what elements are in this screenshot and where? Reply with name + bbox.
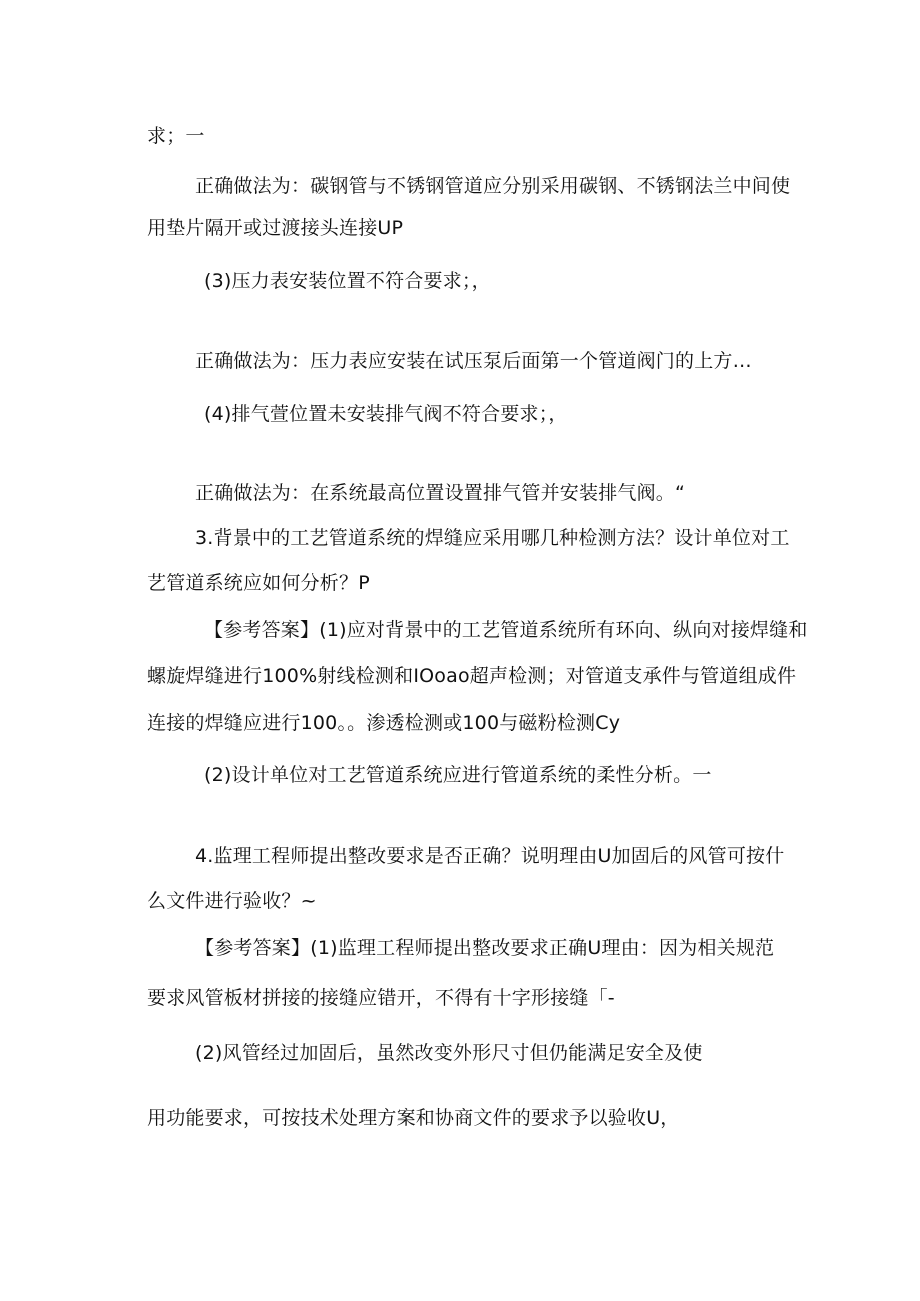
text-line-10: 【参考答案】(1)应对背景中的工艺管道系统所有环向、纵向对接焊缝和 [204,619,808,641]
text-line-17: 要求风管板材拼接的接缝应错开，不得有十字形接缝「- [147,987,615,1009]
text-line-3: 用垫片隔开或过渡接头连接UP [147,217,404,239]
text-line-8: 3.背景中的工艺管道系统的焊缝应采用哪几种检测方法？设计单位对工 [195,527,790,549]
text-line-16: 【参考答案】(1)监理工程师提出整改要求正确U理由：因为相关规范 [195,937,775,959]
text-line-18: (2)风管经过加固后，虽然改变外形尺寸但仍能满足安全及使 [195,1042,703,1064]
text-line-15: 么文件进行验收？~ [147,890,317,912]
text-line-19: 用功能要求，可按技术处理方案和协商文件的要求予以验收U， [147,1107,680,1129]
text-line-2: 正确做法为：碳钢管与不锈钢管道应分别采用碳钢、不锈钢法兰中间使 [195,175,791,197]
text-line-14: 4.监理工程师提出整改要求是否正确？说明理由U加固后的风管可按什 [195,845,785,867]
text-line-6: (4)排气萱位置未安装排气阀不符合要求；， [204,403,568,425]
text-line-7: 正确做法为：在系统最高位置设置排气管并安装排气阀。“ [195,482,686,504]
text-line-12: 连接的焊缝应进行100。。渗透检测或100与磁粉检测Cy [147,712,621,734]
text-line-1: 求；一 [147,125,205,147]
text-line-11: 螺旋焊缝进行100%射线检测和IOoao超声检测；对管道支承件与管道组成件 [147,665,797,687]
text-line-4: (3)压力表安装位置不符合要求；， [204,270,491,292]
text-line-13: (2)设计单位对工艺管道系统应进行管道系统的柔性分析。一 [204,764,712,786]
text-line-5: 正确做法为：压力表应安装在试压泵后面第一个管道阀门的上方… [195,350,752,372]
text-line-9: 艺管道系统应如何分析？P [147,572,370,594]
